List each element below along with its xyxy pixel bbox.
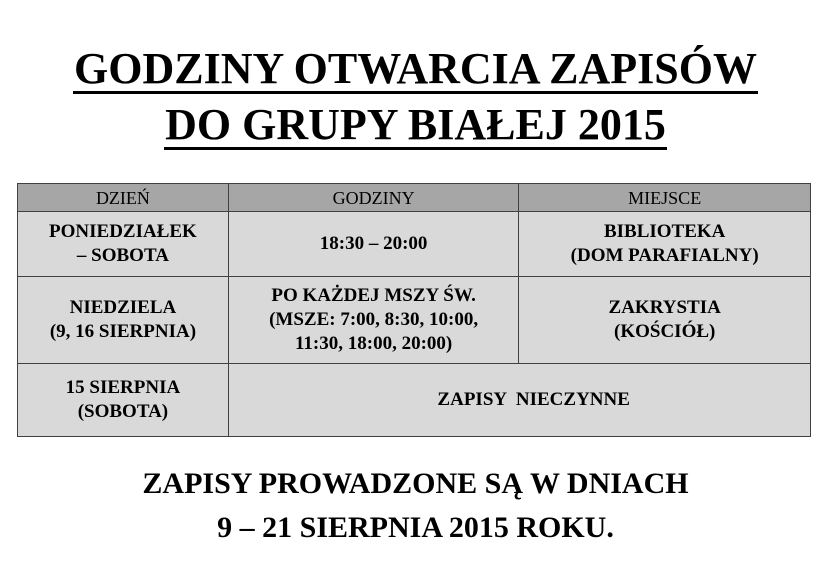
footer-line-2: 9 – 21 SIERPNIA 2015 ROKU.: [217, 511, 614, 544]
table-row: [18, 277, 811, 364]
cell-place: [519, 212, 811, 277]
cell-line: (MSZE: 7:00, 8:30, 10:00,: [269, 309, 479, 330]
cell-line: 18:30 – 20:00: [319, 233, 428, 254]
table-header-row: [18, 184, 811, 212]
page-title-line-2: [0, 100, 831, 150]
table-row: [18, 364, 811, 437]
cell-line: 15 SIERPNIA: [65, 377, 181, 398]
title-text-2: DO GRUPY BIAŁEJ 2015: [165, 100, 666, 149]
schedule-table: [17, 183, 811, 437]
cell-day: [18, 277, 229, 364]
header-day: DZIEŃ: [18, 184, 229, 212]
table-row: [18, 212, 811, 277]
header-hours: GODZINY: [228, 184, 519, 212]
cell-line: (SOBOTA): [77, 401, 169, 422]
cell-line: ZAKRYSTIA: [608, 297, 721, 318]
cell-hours: [228, 277, 519, 364]
closed-notice-text: ZAPISY NIECZYNNE: [437, 389, 630, 410]
cell-day: [18, 364, 229, 437]
cell-line: (9, 16 SIERPNIA): [49, 321, 197, 342]
cell-line: PONIEDZIAŁEK: [49, 221, 197, 242]
cell-line: – SOBOTA: [76, 245, 169, 266]
page-title-line-1: [0, 44, 831, 94]
footer-line-1: ZAPISY PROWADZONE SĄ W DNIACH: [142, 467, 689, 500]
cell-line: (KOŚCIÓŁ): [614, 321, 716, 342]
header-place: MIEJSCE: [519, 184, 811, 212]
cell-place: [519, 277, 811, 364]
cell-line: (DOM PARAFIALNY): [570, 245, 759, 266]
cell-line: PO KAŻDEJ MSZY ŚW.: [271, 285, 476, 306]
cell-closed-notice: [228, 364, 810, 437]
title-text-1: GODZINY OTWARCIA ZAPISÓW: [74, 44, 757, 93]
cell-hours: [228, 212, 519, 277]
cell-line: NIEDZIELA: [69, 297, 177, 318]
cell-line: 11:30, 18:00, 20:00): [294, 333, 453, 354]
cell-line: BIBLIOTEKA: [603, 221, 726, 242]
cell-day: [18, 212, 229, 277]
